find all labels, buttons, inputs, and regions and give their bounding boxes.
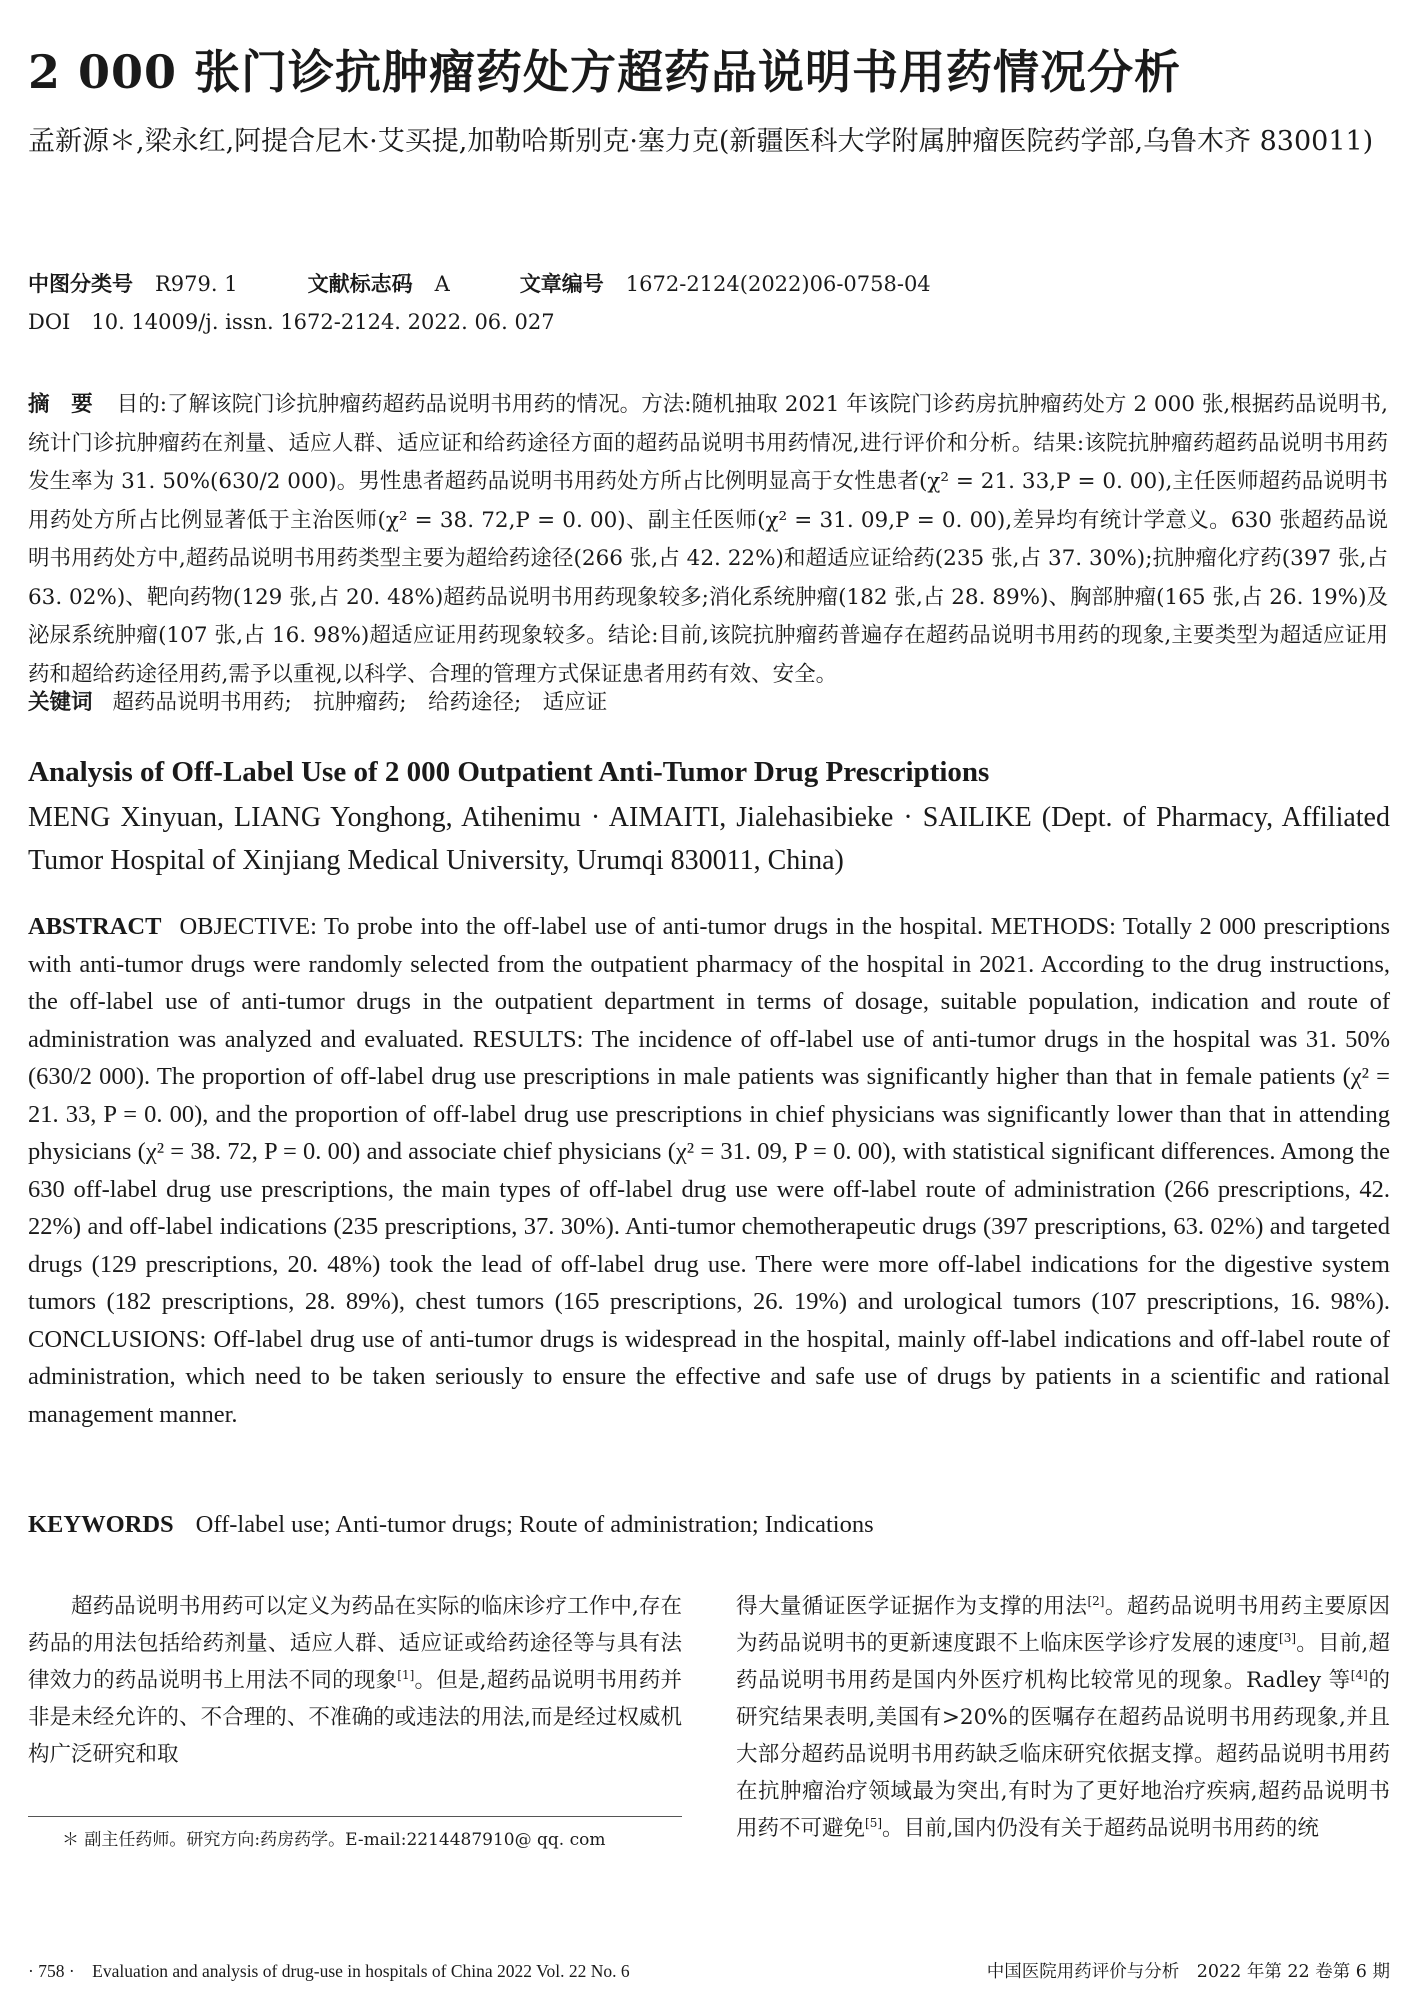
- authors-affiliation-cn: 孟新源＊,梁永红,阿提合尼木·艾买提,加勒哈斯别克·塞力克(新疆医科大学附属肿瘤医院药学部,乌鲁木齐 830011): [28, 126, 1374, 157]
- footnote-divider: [28, 1816, 682, 1817]
- abstract-en-label: ABSTRACT: [28, 913, 162, 940]
- article-title-en: Analysis of Off-Label Use of 2 000 Outpatient Anti-Tumor Drug Prescriptions: [28, 756, 990, 788]
- body-left-text-a: 超药品说明书用药可以定义为药品在实际的临床诊疗工作中,存在药品的用法包括给药剂量、适应人群、适应证或给药途径等与具有法律效力的药品说明书上用法不同的现象: [28, 1594, 682, 1693]
- body-right-text-b: 。超药品说明书用药主要原因为药品说明书的更新速度跟不上临床医学诊疗发展的速度: [736, 1594, 1390, 1656]
- doc-code-value: A: [434, 272, 450, 296]
- doi-value: 10. 14009/j. issn. 1672-2124. 2022. 06. 027: [91, 310, 555, 334]
- keywords-en-text: Off-label use; Anti-tumor drugs; Route of administration; Indications: [195, 1511, 874, 1538]
- clc-value: R979. 1: [155, 272, 238, 296]
- keywords-en: [28, 1506, 874, 1543]
- abstract-cn: [28, 386, 1388, 694]
- footer-journal-cn: 中国医院用药评价与分析 2022 年第 22 卷第 6 期: [986, 1962, 1390, 1982]
- citation-ref-5: [5]: [865, 1815, 883, 1830]
- article-no-value: 1672-2124(2022)06-0758-04: [625, 272, 931, 296]
- body-column-left: [28, 1588, 682, 1773]
- citation-ref-4: [4]: [1350, 1667, 1368, 1682]
- keywords-cn-label: 关键词: [28, 690, 93, 715]
- abstract-cn-text: 目的:了解该院门诊抗肿瘤药超药品说明书用药的情况。方法:随机抽取 2021 年该院门诊药房抗肿瘤药处方 2 000 张,根据药品说明书,统计门诊抗肿瘤药在剂量、适应人群、适应证和给药途径方面的超药品说明书用药情况,进行评价和分析。结果:该院抗肿瘤药超药品说明书用药发生率为 31. 50%(630/2 000)。男性患者超药品说明书用药处方所占比例明显高于女性患者(χ² = 21. 33,P = 0. 00),主任医师超药品说明书用药处方所占比例显著低于主治医师(χ² = 38. 72,P = 0. 00)、副主任医师(χ² = 31. 09,P = 0. 00),差异均有统计学意义。630 张超药品说明书用药处方中,超药品说明书用药类型主要为超给药途径(266 张,占 42. 22%)和超适应证给药(235 张,占 37. 30%);抗肿瘤化疗药(397 张,占 63. 02%)、靶向药物(129 张,占 20. 48%)超药品说明书用药现象较多;消化系统肿瘤(182 张,占 28. 89%)、胸部肿瘤(165 张,占 26. 19%)及泌尿系统肿瘤(107 张,占 16. 98%)超适应证用药现象较多。结论:目前,该院抗肿瘤药普遍存在超药品说明书用药的现象,主要类型为超适应证用药和超给药途径用药,需予以重视,以科学、合理的管理方式保证患者用药有效、安全。: [28, 392, 1388, 687]
- keywords-cn-text: 超药品说明书用药; 抗肿瘤药; 给药途径; 适应证: [112, 690, 608, 715]
- body-column-right: [736, 1588, 1390, 1847]
- doc-code-label: 文献标志码: [307, 272, 413, 296]
- footer-journal-en: · 758 · Evaluation and analysis of drug-use in hospitals of China 2022 Vol. 22 No. 6: [28, 1961, 630, 1981]
- abstract-en-text: OBJECTIVE: To probe into the off-label use of anti-tumor drugs in the hospital. METHODS: Totally 2 000 prescriptions with anti-tumor drugs were randomly selected from the outpatient pharmacy of the hospital in 2021. According to the drug instructions, the off-label use of anti-tumor drugs in the outpatient department in terms of dosage, suitable population, indication and route of administration was analyzed and evaluated. RESULTS: The incidence of off-label use of anti-tumor drugs in the hospital was 31. 50% (630/2 000). The proportion of off-label drug use prescriptions in male patients was significantly higher than that in female patients (χ² = 21. 33, P = 0. 00), and the proportion of off-label drug use prescriptions in chief physicians was significantly lower than that in attending physicians (χ² = 38. 72, P = 0. 00) and associate chief physicians (χ² = 31. 09, P = 0. 00), with statistical significant differences. Among the 630 off-label drug use prescriptions, the main types of off-label drug use were off-label route of administration (266 prescriptions, 42. 22%) and off-label indications (235 prescriptions, 37. 30%). Anti-tumor chemotherapeutic drugs (397 prescriptions, 63. 02%) and targeted drugs (129 prescriptions, 20. 48%) took the lead of off-label drug use. There were more off-label indications for the digestive system tumors (182 prescriptions, 28. 89%), chest tumors (165 prescriptions, 26. 19%) and urological tumors (107 prescriptions, 16. 98%). CONCLUSIONS: Off-label drug use of anti-tumor drugs is widespread in the hospital, mainly off-label indications and off-label route of administration, which need to be taken seriously to ensure the effective and safe use of drugs by patients in a scientific and rational management manner.: [28, 913, 1390, 1428]
- body-right-text-a: 得大量循证医学证据作为支撑的用法: [736, 1594, 1088, 1619]
- article-meta: [28, 268, 931, 298]
- authors-affiliation-en: MENG Xinyuan, LIANG Yonghong, Atihenimu · AIMAITI, Jialehasibieke · SAILIKE (Dept. of Pharmacy, Affiliated Tumor Hospital of Xinjiang Medical University, Urumqi 830011, China): [28, 802, 1390, 876]
- citation-ref-1: [1]: [397, 1667, 415, 1682]
- body-right-text-c: 。目前,超药品说明书用药是国内外医疗机构比较常见的现象。Radley 等: [736, 1631, 1390, 1693]
- doi-label: DOI: [28, 310, 71, 334]
- keywords-en-label: KEYWORDS: [28, 1511, 174, 1538]
- keywords-cn: [28, 684, 1388, 722]
- clc-label: 中图分类号: [28, 272, 133, 296]
- author-footnote: ＊ 副主任药师。研究方向:药房药学。E-mail:2214487910@ qq. com: [62, 1830, 606, 1850]
- body-left-text-b: 。但是,超药品说明书用药并非是未经允许的、不合理的、不准确的或违法的用法,而是经过权威机构广泛研究和取: [28, 1668, 682, 1767]
- body-right-text-d: 的研究结果表明,美国有>20%的医嘱存在超药品说明书用药现象,并且大部分超药品说明书用药缺乏临床研究依据支撑。超药品说明书用药在抗肿瘤治疗领域最为突出,有时为了更好地治疗疾病,超药品说明书用药不可避免: [736, 1668, 1390, 1841]
- doi-line: [28, 306, 555, 336]
- citation-ref-2: [2]: [1087, 1593, 1105, 1608]
- article-title-cn: 2 000 张门诊抗肿瘤药处方超药品说明书用药情况分析: [28, 45, 1182, 99]
- article-no-label: 文章编号: [519, 272, 604, 296]
- abstract-cn-label: 摘 要: [28, 392, 93, 417]
- body-right-text-e: 。目前,国内仍没有关于超药品说明书用药的统: [882, 1816, 1319, 1841]
- citation-ref-3: [3]: [1279, 1630, 1297, 1645]
- abstract-en: [28, 908, 1390, 1433]
